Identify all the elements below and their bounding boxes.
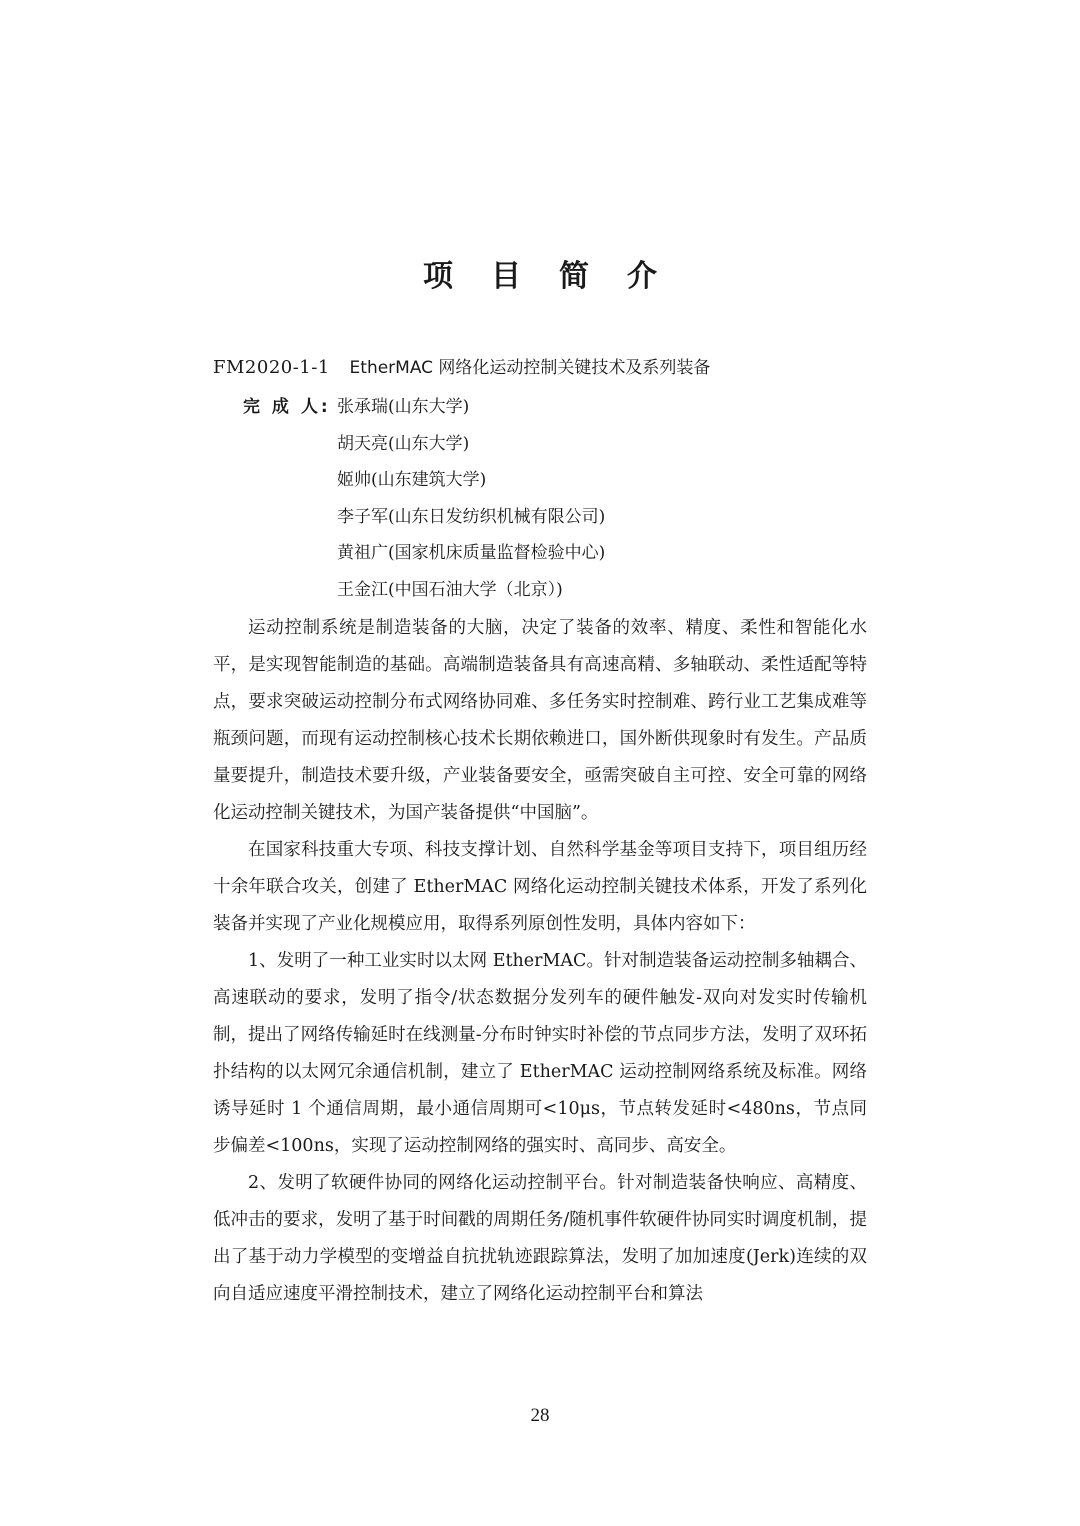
completers-list: [243, 393, 883, 612]
project-code: FM2020-1-1: [213, 357, 330, 378]
completer-row: [243, 393, 883, 430]
completer-name: 李子军(山东日发纺织机械有限公司): [337, 506, 606, 527]
completer-row: [243, 576, 883, 613]
body-text: [213, 610, 867, 1313]
completer-row: [243, 503, 883, 540]
page-number: 28: [530, 1405, 550, 1426]
completer-row: [243, 539, 883, 576]
project-heading: [213, 354, 913, 382]
paragraph-intro: 运动控制系统是制造装备的大脑，决定了装备的效率、精度、柔性和智能化水平，是实现智能制造的基础。高端制造装备具有高速高精、多轴联动、柔性适配等特点，要求突破运动控制分布式网络协同难、多任务实时控制难、跨行业工艺集成难等瓶颈问题，而现有运动控制核心技术长期依赖进口，国外断供现象时有发生。产品质量要提升，制造技术要升级，产业装备要安全，亟需突破自主可控、安全可靠的网络化运动控制关键技术，为国产装备提供“中国脑”。: [213, 618, 867, 823]
completer-name: 胡天亮(山东大学): [337, 433, 470, 454]
paragraph-invention-2: 2、发明了软硬件协同的网络化运动控制平台。针对制造装备快响应、高精度、低冲击的要求，发明了基于时间戳的周期任务/随机事件软硬件协同实时调度机制，提出了基于动力学模型的变增益自抗扰轨迹跟踪算法，发明了加加速度(Jerk)连续的双向自适应速度平滑控制技术，建立了网络化运动控制平台和算法: [213, 1173, 867, 1304]
completer-name: 黄祖广(国家机床质量监督检验中心): [337, 543, 606, 563]
completer-name: 张承瑞(山东大学): [337, 397, 470, 417]
completer-name: 王金江(中国石油大学（北京）): [337, 579, 563, 600]
page-title: 项目简介: [423, 259, 695, 294]
completer-name: 姬帅(山东建筑大学): [337, 470, 487, 490]
paragraph-invention-1: 1、发明了一种工业实时以太网 EtherMAC。针对制造装备运动控制多轴耦合、高速联动的要求，发明了指令/状态数据分发列车的硬件触发-双向对发实时传输机制，提出了网络传输延时在线测量-分布时钟实时补偿的节点同步方法，发明了双环拓扑结构的以太网冗余通信机制，建立了 EtherMAC 运动控制网络系统及标准。网络诱导延时 1 个通信周期，最小通信周期可<10μs，节点转发延时<480ns，节点同步偏差<100ns，实现了运动控制网络的强实时、高同步、高安全。: [213, 951, 867, 1156]
project-name: EtherMAC 网络化运动控制关键技术及系列装备: [349, 358, 711, 378]
completer-row: [243, 430, 883, 467]
completers-label: 完 成 人:: [243, 397, 331, 417]
completer-row: [243, 466, 883, 503]
paragraph-support: 在国家科技重大专项、科技支撑计划、自然科学基金等项目支持下，项目组历经十余年联合攻关，创建了 EtherMAC 网络化运动控制关键技术体系，开发了系列化装备并实现了产业化规模应用，取得系列原创性发明，具体内容如下：: [213, 840, 867, 934]
